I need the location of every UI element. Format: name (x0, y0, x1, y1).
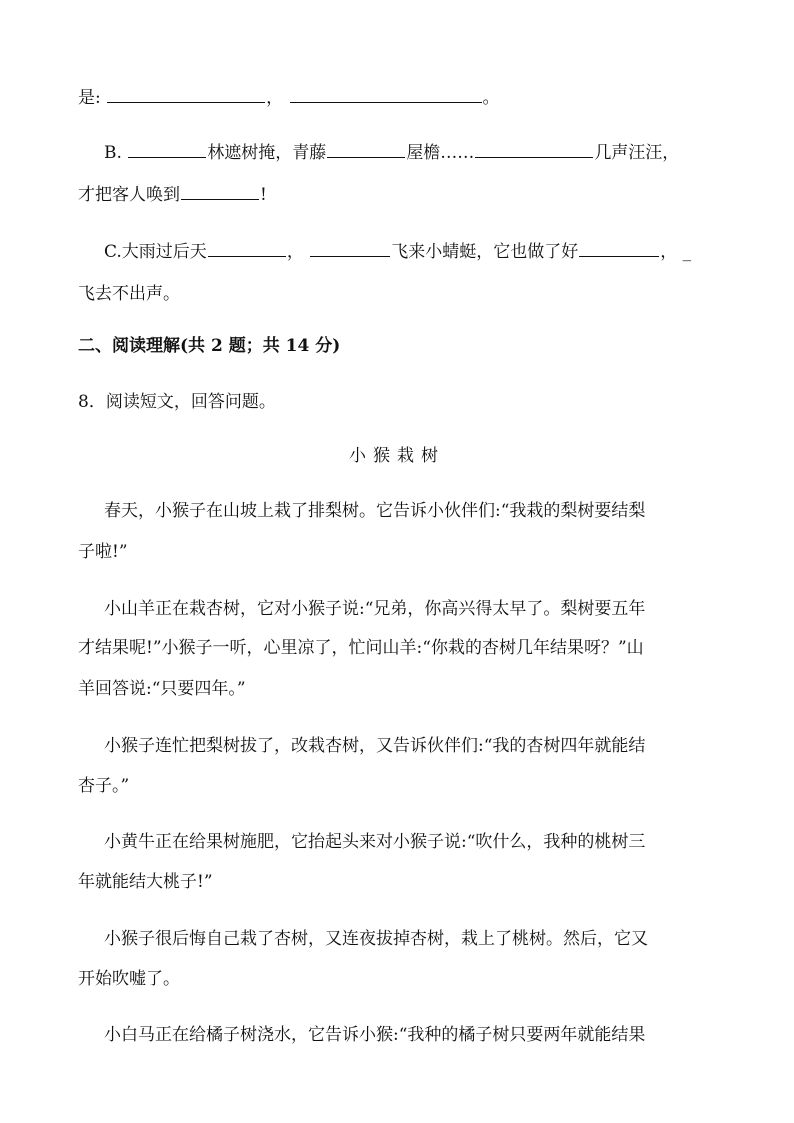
option-b-part3: 几声汪汪， (594, 143, 680, 163)
section-heading: 二、阅读理解(共 2 题；共 14 分) (78, 336, 341, 356)
option-b-continuation (78, 183, 794, 206)
answer-blank[interactable] (208, 240, 286, 257)
paragraph-line: 小黄牛正在给果树施肥，它抬起头来对小猴子说:“吹什么，我种的桃树三 (104, 832, 646, 852)
question-prompt: 8．阅读短文，回答问题。 (78, 392, 276, 412)
option-b-line (104, 141, 794, 164)
paragraph-line: 小山羊正在栽杏树，它对小猴子说:“兄弟，你高兴得太早了。梨树要五年 (104, 599, 646, 619)
story-title: 小猴栽树 (349, 446, 445, 466)
option-b-cont-end: ! (260, 185, 267, 205)
paragraph-line: 小白马正在给橘子树浇水，它告诉小猴:“我种的橘子树只要两年就能结果 (104, 1025, 646, 1045)
answer-blank[interactable] (107, 86, 265, 103)
option-b-part1: 林遮树掩，青藤 (207, 143, 327, 163)
line-a-separator: ， (266, 88, 284, 108)
paragraph-line: 杏子。” (78, 776, 130, 796)
answer-blank[interactable] (579, 240, 659, 257)
line-a-end: 。 (482, 88, 500, 108)
answer-blank[interactable] (181, 183, 259, 200)
paragraph-line: 春天，小猴子在山坡上栽了排梨树。它告诉小伙伴们:“我栽的梨树要结梨 (104, 501, 646, 521)
option-b-part2: 屋檐…… (406, 143, 475, 163)
paragraph-line: 年就能结大桃子!” (78, 872, 213, 892)
option-c-continuation (78, 283, 794, 305)
paragraph-line: 小猴子连忙把梨树拔了，改栽杏树，又告诉伙伴们:“我的杏树四年就能结 (104, 736, 646, 756)
line-a-prefix: 是: (78, 88, 101, 108)
option-c-label: C.大雨过后天 (104, 242, 207, 262)
option-c-sep1: ， (286, 242, 304, 262)
paragraph-line: 开始吹嘘了。 (78, 969, 180, 989)
answer-blank[interactable] (290, 86, 482, 103)
answer-blank[interactable] (475, 141, 593, 158)
option-c-part2: 飞来小蜻蜓，它也做了好 (391, 242, 579, 262)
paragraph-line: 羊回答说:“只要四年。” (78, 679, 246, 699)
option-b-cont-prefix: 才把客人唤到 (78, 185, 180, 205)
answer-blank[interactable] (327, 141, 405, 158)
option-c-tail: _ (682, 242, 692, 262)
option-b-label: B. (104, 143, 122, 163)
option-c-sep2: ， (660, 242, 678, 262)
fill-blank-line-a (78, 86, 794, 109)
answer-blank[interactable] (128, 141, 206, 158)
paragraph-line: 小猴子很后悔自己栽了杏树，又连夜拔掉杏树，栽上了桃树。然后，它又 (104, 929, 648, 949)
paragraph-line: 才结果呢!”小猴子一听，心里凉了，忙问山羊:“你栽的杏树几年结果呀？”山 (78, 638, 644, 658)
option-c-cont: 飞去不出声。 (78, 284, 180, 304)
option-c-line (104, 240, 794, 263)
answer-blank[interactable] (310, 240, 390, 257)
paragraph-line: 子啦!” (78, 542, 128, 562)
